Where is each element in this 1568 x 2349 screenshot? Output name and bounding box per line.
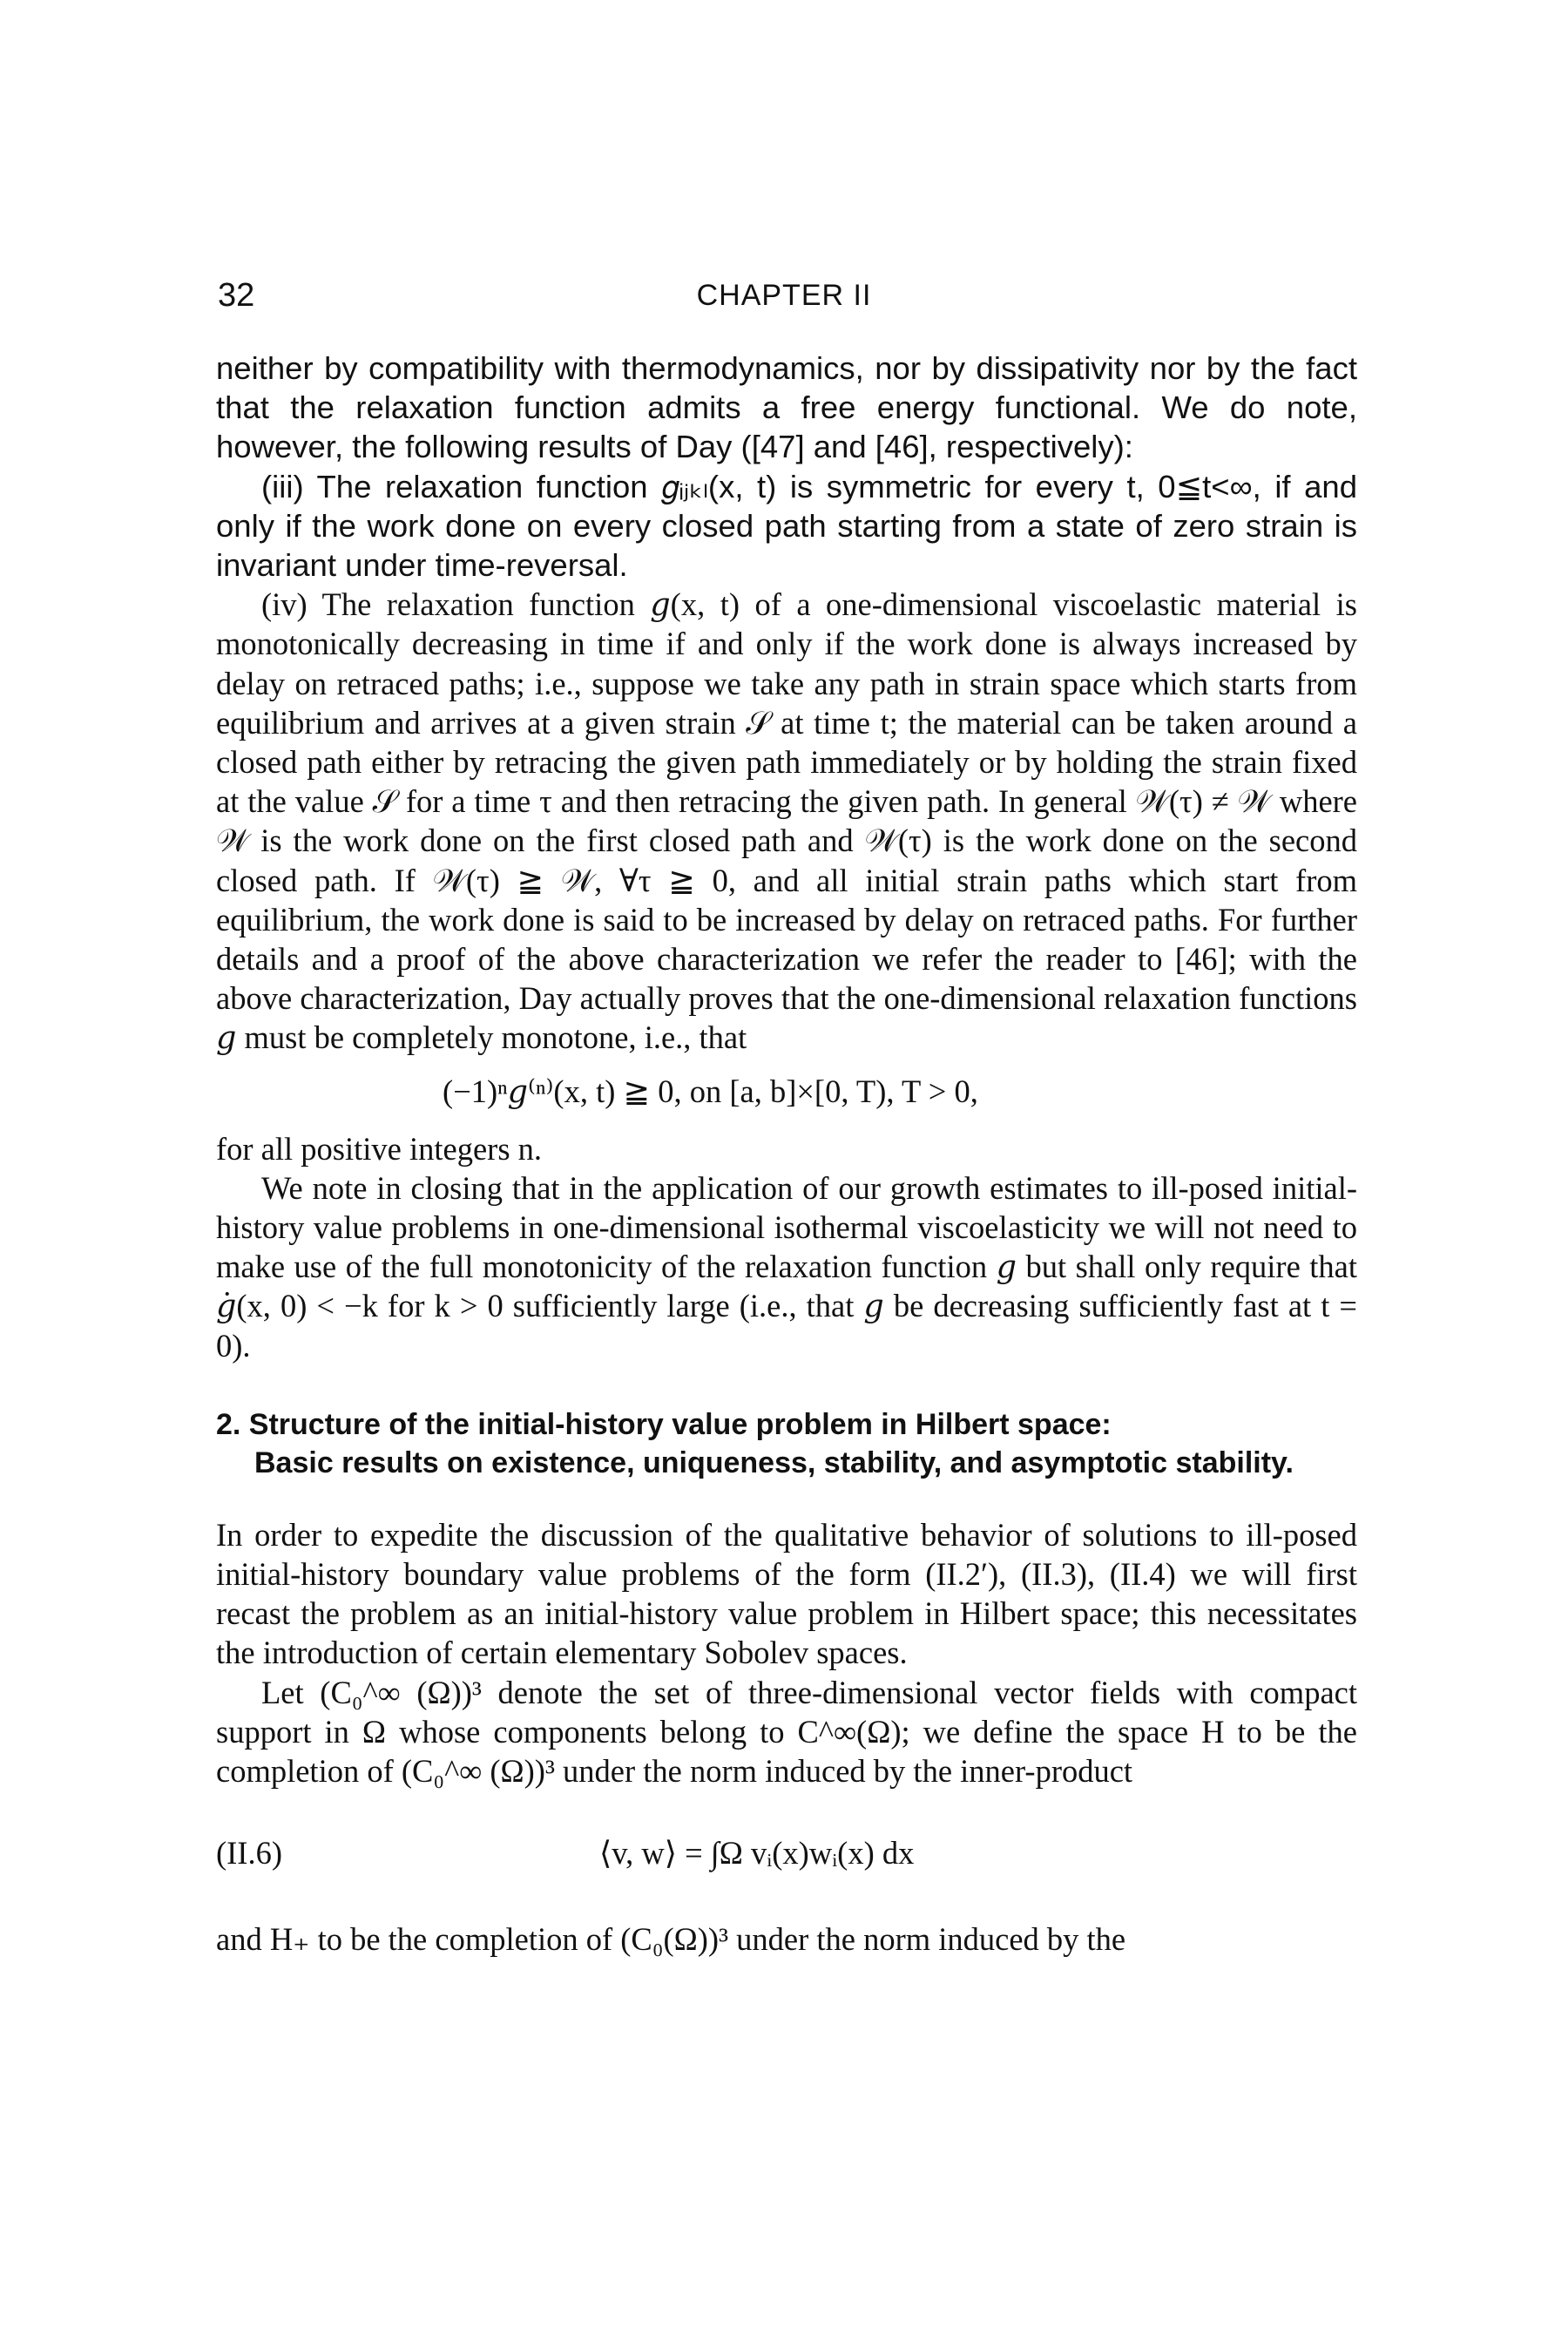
page-body: [216, 349, 1357, 1960]
paragraph-final: and H₊ to be the completion of (C₀(Ω))³ under the norm induced by the: [216, 1921, 1126, 1958]
paragraph-sobolev: Let (C₀^∞ (Ω))³ denote the set of three-dimensional vector fields with compact support in Ω whose components belong to C^∞(Ω); we define the space H to be the completion of (C₀^∞ (Ω))³ under the norm induced by the inner-product: [216, 1674, 1357, 1790]
paragraph-closing-note: We note in closing that in the application of our growth estimates to ill-posed initial-history value problems in one-dimensional isothermal viscoelasticity we will not need to make use of the full monotonicity of the relaxation function 𝑔 but shall only require that 𝑔̇(x, 0) < −k for k > 0 sufficiently large (i.e., that 𝑔 be decreasing sufficiently fast at t = 0).: [216, 1169, 1357, 1364]
paragraph-positive-integers: for all positive integers n.: [216, 1130, 543, 1167]
paragraph-item-iii: (iii) The relaxation function 𝑔ᵢⱼₖₗ(x, t) is symmetric for every t, 0≦t<∞, if and only if the work done on every closed path starting from a state of zero strain is invariant under time-reversal.: [216, 468, 1357, 584]
section-heading-line-2: Basic results on existence, uniqueness, stability, and asymptotic stability.: [254, 1445, 1294, 1479]
paragraph-1: neither by compatibility with thermodynamics, nor by dissipativity nor by the fact that the relaxation function admits a free energy functional. We do note, however, the following results of Day ([47] and [46], respectively):: [216, 350, 1357, 465]
section-heading: [216, 1405, 1357, 1482]
equation-monotone: [216, 1072, 1357, 1115]
page-header: [0, 277, 1568, 321]
equation-tag: (II.6): [216, 1835, 282, 1872]
section-heading-line-1: 2. Structure of the initial-history value problem in Hilbert space:: [216, 1407, 1112, 1441]
page-number: 32: [218, 277, 255, 314]
paragraph-item-iv: (iv) The relaxation function 𝑔(x, t) of a one-dimensional viscoelastic material is monotonically decreasing in time if and only if the work done is always increased by delay on retraced paths; i.e., suppose we take any path in strain space which starts from equilibrium and arrives at a given strain 𝒮 at time t; the material can be taken around a closed path either by retracing the given path immediately or by holding the strain fixed at the value 𝒮 for a time τ and then retracing the given path. In general 𝒲(τ) ≠ 𝒲 where 𝒲 is the work done on the first closed path and 𝒲(τ) is the work done on the second closed path. If 𝒲(τ) ≧ 𝒲, ∀τ ≧ 0, and all initial strain paths which start from equilibrium, the work done is said to be increased by delay on retraced paths. For further details and a proof of the above characterization we refer the reader to [46]; with the above characterization, Day actually proves that the one-dimensional relaxation functions 𝑔 must be completely monotone, i.e., that: [216, 586, 1357, 1056]
equation-inner-product: [216, 1827, 1357, 1888]
equation-monotone-text: (−1)ⁿ𝑔⁽ⁿ⁾(x, t) ≧ 0, on [a, b]×[0, T), T > 0,: [443, 1073, 978, 1109]
running-head: CHAPTER II: [696, 279, 872, 312]
paragraph-intro: In order to expedite the discussion of the qualitative behavior of solutions to ill-posed initial-history boundary value problems of the form (II.2′), (II.3), (II.4) we will first recast the problem as an initial-history value problem in Hilbert space; this necessitates the introduction of certain elementary Sobolev spaces.: [216, 1516, 1357, 1671]
equation-inner-product-text: ⟨v, w⟩ = ∫Ω vᵢ(x)wᵢ(x) dx: [599, 1835, 915, 1872]
